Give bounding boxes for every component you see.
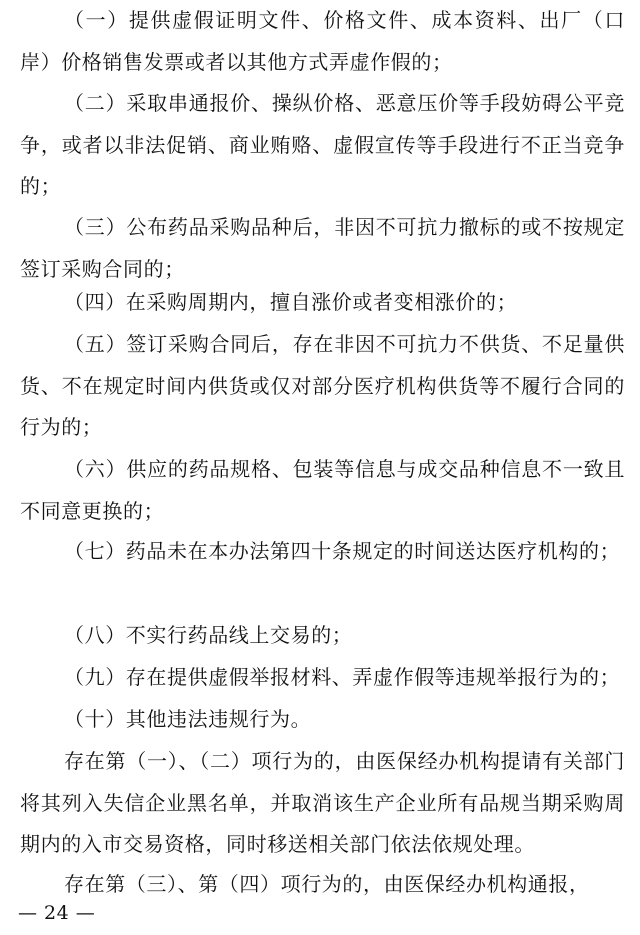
clause-6: （六）供应的药品规格、包装等信息与成交品种信息不一致且不同意更换的； (20, 457, 625, 523)
clause-3: （三）公布药品采购品种后，非因不可抗力撤标的或不按规定签订采购合同的； (20, 215, 625, 281)
paragraph-penalty-3-4: 存在第（三）、第（四）项行为的，由医保经办机构通报， (64, 872, 590, 896)
clause-7: （七）药品未在本办法第四十条规定的时间送达医疗机构的； (64, 539, 621, 563)
clause-8: （八）不实行药品线上交易的； (64, 623, 353, 647)
clause-10: （十）其他违法违规行为。 (64, 707, 312, 731)
clause-9: （九）存在提供虚假举报材料、弄虚作假等违规举报行为的； (64, 665, 621, 689)
clause-5: （五）签订采购合同后，存在非因不可抗力不供货、不足量供货、不在规定时间内供货或仅对部分医疗机构供货等不履行合同的行为的； (20, 332, 625, 439)
clause-4: （四）在采购周期内，擅自涨价或者变相涨价的； (64, 290, 518, 314)
clause-2: （二）采取串通报价、操纵价格、恶意压价等手段妨碍公平竞争，或者以非法促销、商业贿赂、虚假宣传等手段进行不正当竞争的； (20, 91, 625, 198)
clause-1: （一）提供虚假证明文件、价格文件、成本资料、出厂（口岸）价格销售发票或者以其他方式弄虚作假的； (20, 8, 625, 74)
paragraph-penalty-1-2: 存在第（一）、（二）项行为的，由医保经办机构提请有关部门将其列入失信企业黑名单，并取消该生产企业所有品规当期采购周期内的入市交易资格，同时移送相关部门依法依规处理。 (20, 749, 625, 856)
page-number: — 24 — (18, 902, 96, 924)
